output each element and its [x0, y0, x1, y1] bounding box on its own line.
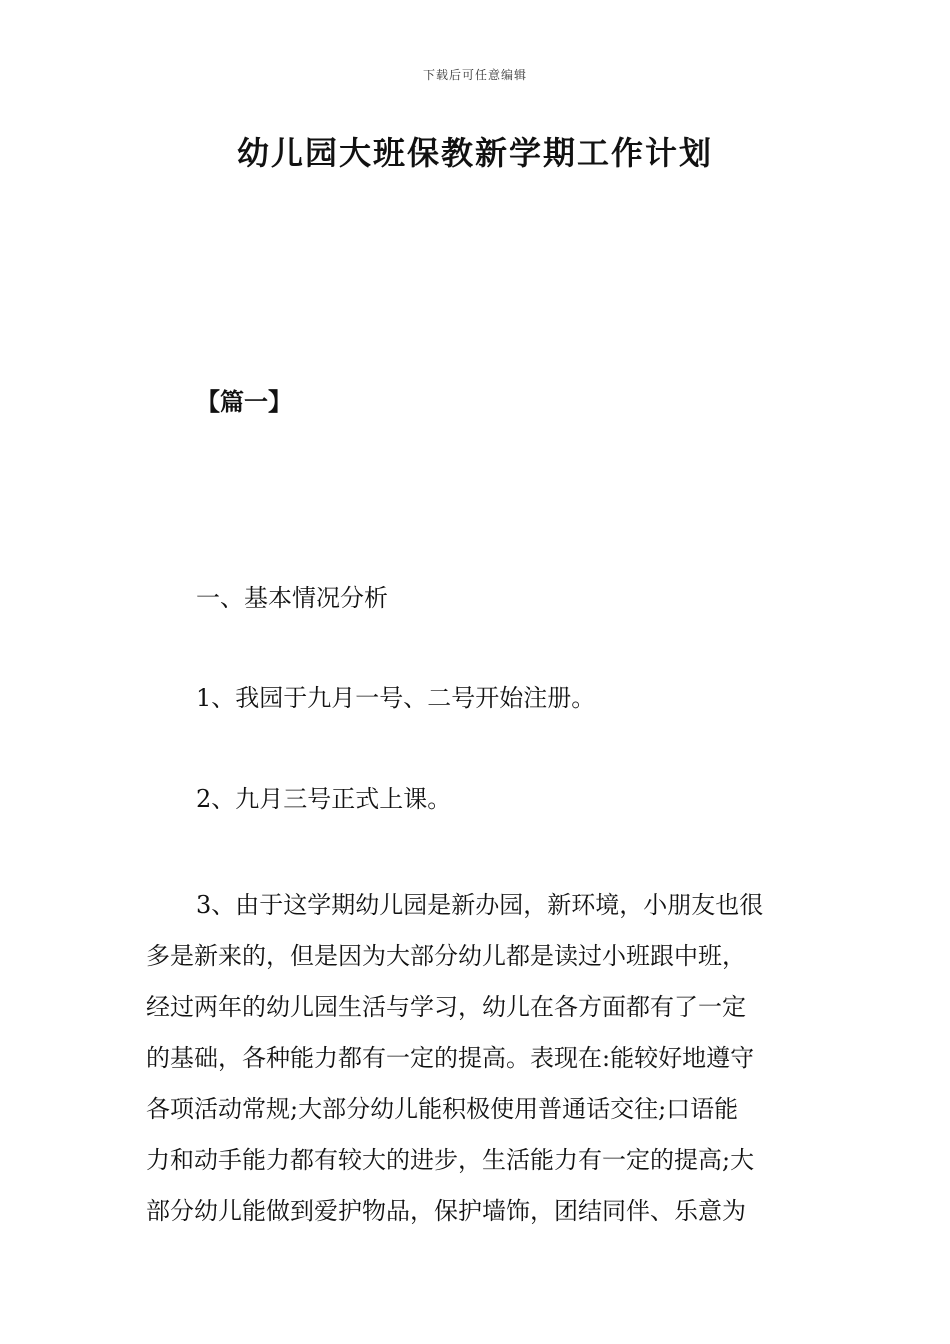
list-item-registration: 1、我园于九月一号、二号开始注册。 [196, 684, 596, 712]
paragraph-situation [146, 880, 810, 1237]
header-note: 下载后可任意编辑 [422, 68, 527, 82]
paragraph-line: 力和动手能力都有较大的进步，生活能力有一定的提高;大 [146, 1146, 755, 1174]
paragraph-line: 各项活动常规;大部分幼儿能积极使用普通话交往;口语能 [146, 1095, 739, 1123]
paragraph-line: 3、由于这学期幼儿园是新办园，新环境，小朋友也很 [196, 891, 764, 919]
paragraph-line: 经过两年的幼儿园生活与学习，幼儿在各方面都有了一定 [146, 993, 746, 1021]
list-item-classes-start: 2、九月三号正式上课。 [196, 785, 452, 813]
paragraph-line: 部分幼儿能做到爱护物品，保护墙饰，团结同伴、乐意为 [146, 1197, 746, 1225]
paragraph-line: 多是新来的，但是因为大部分幼儿都是读过小班跟中班， [146, 942, 746, 970]
section-label: 【篇一】 [196, 387, 292, 416]
section-heading-basic-analysis: 一、基本情况分析 [196, 584, 388, 612]
paragraph-line: 的基础，各种能力都有一定的提高。表现在:能较好地遵守 [146, 1044, 755, 1072]
document-title: 幼儿园大班保教新学期工作计划 [236, 134, 713, 172]
